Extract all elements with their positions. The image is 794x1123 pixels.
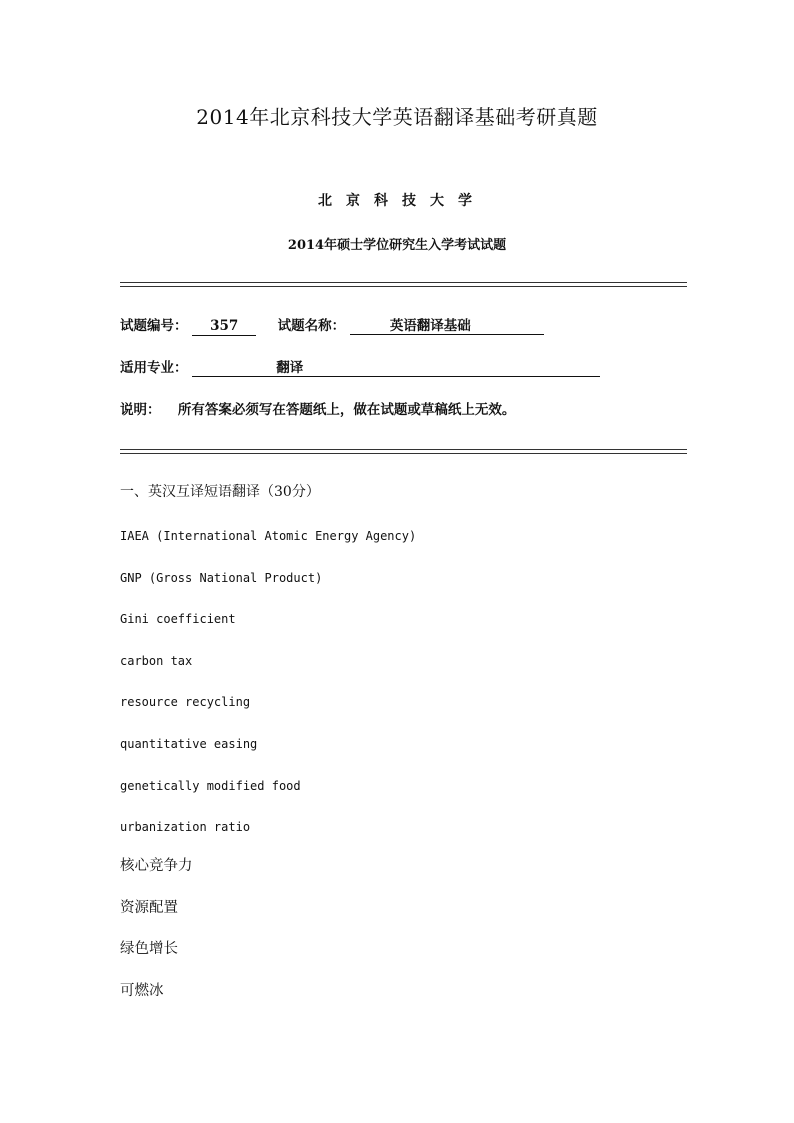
- exam-code-value: 357: [192, 318, 256, 336]
- list-item: IAEA (International Atomic Energy Agency): [120, 529, 417, 543]
- double-rule-bottom: [120, 449, 687, 454]
- note-row: [120, 400, 515, 420]
- note-label: 说明：: [120, 402, 161, 418]
- exam-code-row: [120, 316, 544, 336]
- major-label: 适用专业：: [120, 360, 188, 376]
- exam-name-label: 试题名称：: [277, 318, 346, 334]
- list-item: 资源配置: [120, 900, 178, 916]
- list-item: urbanization ratio: [120, 820, 251, 834]
- document-title: 2014年北京科技大学英语翻译基础考研真题: [196, 105, 598, 129]
- list-item: Gini coefficient: [120, 612, 236, 626]
- major-row: [120, 358, 600, 378]
- exam-title: 2014年硕士学位研究生入学考试试题: [287, 238, 507, 253]
- section-heading: 一、英汉互译短语翻译（30分）: [120, 484, 320, 500]
- list-item: GNP (Gross National Product): [120, 571, 323, 585]
- list-item: genetically modified food: [120, 779, 301, 793]
- major-value: 翻译: [192, 360, 600, 377]
- exam-name-value: 英语翻译基础: [350, 318, 544, 335]
- note-text: 所有答案必须写在答题纸上，做在试题或草稿纸上无效。: [177, 402, 516, 418]
- list-item: 核心竞争力: [120, 858, 193, 874]
- list-item: 绿色增长: [120, 941, 178, 957]
- list-item: 可燃冰: [120, 983, 164, 999]
- exam-code-label: 试题编号：: [120, 318, 188, 334]
- university-name: 北京科技大学: [318, 193, 486, 209]
- list-item: carbon tax: [120, 654, 193, 668]
- double-rule-top: [120, 282, 687, 287]
- list-item: resource recycling: [120, 695, 251, 709]
- list-item: quantitative easing: [120, 737, 258, 751]
